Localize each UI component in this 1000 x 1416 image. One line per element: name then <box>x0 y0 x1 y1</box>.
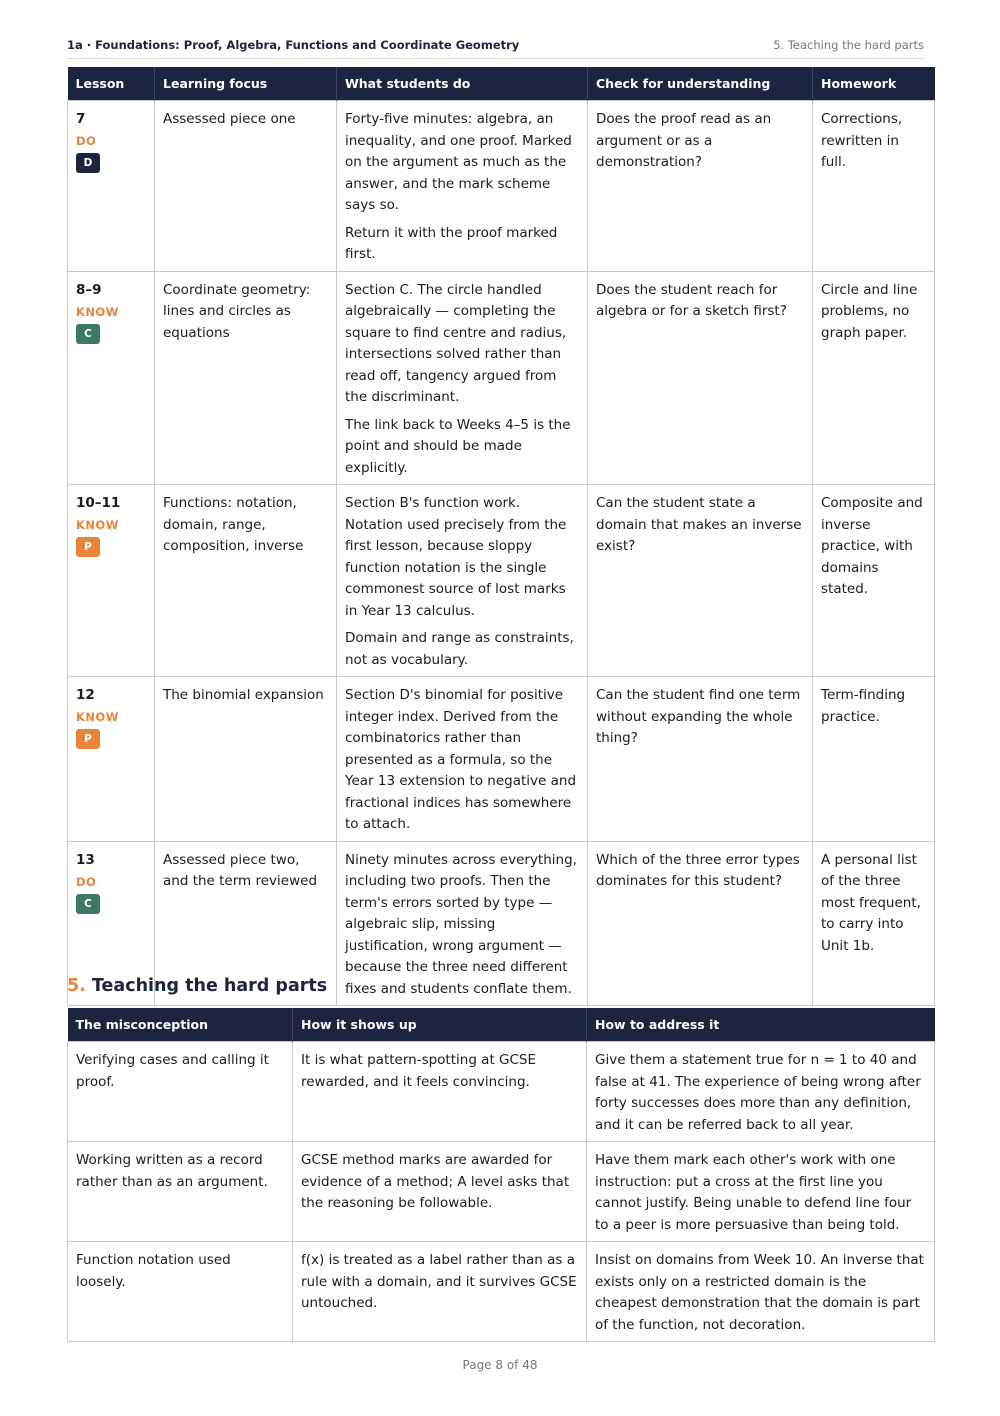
students-do-paragraph: The link back to Weeks 4–5 is the point and should be made explicitly. <box>345 416 571 476</box>
section-badge: P <box>76 729 100 749</box>
address-cell: Insist on domains from Week 10. An inverse that exists only on a restricted domain is the cheapest demonstration that the domain is part of the function, not decoration. <box>587 1242 935 1342</box>
header-misconception: The misconception <box>68 1008 293 1042</box>
header-how-to-address-it: How to address it <box>587 1008 935 1042</box>
section-heading <box>67 974 327 998</box>
lesson-type-label: KNOW <box>76 518 119 532</box>
misconception-cell: Working written as a record rather than as an argument. <box>68 1142 293 1242</box>
header-homework: Homework <box>813 67 935 101</box>
table-row <box>68 1142 935 1242</box>
homework-cell: Composite and inverse practice, with domains stated. <box>813 485 935 677</box>
check-cell: Which of the three error types dominates for this student? <box>588 841 813 1006</box>
misconception-cell: Function notation used loosely. <box>68 1242 293 1342</box>
students-do-paragraph: Section B's function work. Notation used precisely from the first lesson, because sloppy function notation is the single commonest source of lost marks in Year 13 calculus. <box>345 495 567 619</box>
learning-focus-cell: Coordinate geometry: lines and circles as equations <box>155 271 337 485</box>
homework-cell: Term-finding practice. <box>813 677 935 842</box>
section-badge: D <box>76 153 100 173</box>
students-do-cell <box>337 271 588 485</box>
students-do-paragraph: Section C. The circle handled algebraically — completing the square to find centre and radius, intersections solved rather than read off, tangency argued from the discriminant. <box>345 281 567 405</box>
table-row <box>68 485 935 677</box>
students-do-paragraph: Domain and range as constraints, not as vocabulary. <box>345 630 574 668</box>
running-head <box>67 36 924 59</box>
lesson-number: 10–11 <box>76 495 121 511</box>
check-cell: Can the student state a domain that makes an inverse exist? <box>588 485 813 677</box>
learning-focus-cell: Functions: notation, domain, range, composition, inverse <box>155 485 337 677</box>
misconception-cell: Verifying cases and calling it proof. <box>68 1042 293 1142</box>
lesson-cell <box>68 101 155 272</box>
header-what-students-do: What students do <box>337 67 588 101</box>
check-cell: Can the student find one term without expanding the whole thing? <box>588 677 813 842</box>
header-check-for-understanding: Check for understanding <box>588 67 813 101</box>
students-do-cell <box>337 485 588 677</box>
homework-cell: Corrections, rewritten in full. <box>813 101 935 272</box>
table-row <box>68 1042 935 1142</box>
table-row <box>68 1242 935 1342</box>
misconceptions-table <box>67 1008 935 1342</box>
students-do-paragraph: Forty-five minutes: algebra, an inequality, and one proof. Marked on the argument as much as the answer, and the mark scheme says so. <box>345 111 572 213</box>
section-title: Teaching the hard parts <box>91 976 328 996</box>
running-head-section: 5. Teaching the hard parts <box>773 38 924 52</box>
check-cell: Does the proof read as an argument or as a demonstration? <box>588 101 813 272</box>
students-do-paragraph: Section D's binomial for positive integer index. Derived from the combinatorics rather than presented as a formula, so the Year 13 extension to negative and fractional indices has somewhere to attach. <box>345 687 577 832</box>
lesson-plan-table <box>67 67 935 1006</box>
lesson-table-header-row <box>68 67 935 101</box>
learning-focus-cell: The binomial expansion <box>155 677 337 842</box>
homework-cell: Circle and line problems, no graph paper. <box>813 271 935 485</box>
header-how-it-shows-up: How it shows up <box>293 1008 587 1042</box>
shows-up-cell: It is what pattern-spotting at GCSE rewarded, and it feels convincing. <box>293 1042 587 1142</box>
students-do-cell <box>337 841 588 1006</box>
section-badge: C <box>76 894 100 914</box>
check-cell: Does the student reach for algebra or for a sketch first? <box>588 271 813 485</box>
misconception-table-header-row <box>68 1008 935 1042</box>
lesson-type-label: DO <box>76 874 97 889</box>
lesson-type-label: KNOW <box>76 304 119 319</box>
lesson-number: 13 <box>76 851 95 868</box>
lesson-number: 8–9 <box>76 281 102 298</box>
running-head-unit-title: 1a · Foundations: Proof, Algebra, Functions and Coordinate Geometry <box>67 38 520 52</box>
students-do-cell <box>337 677 588 842</box>
section-badge: C <box>76 324 100 344</box>
table-row <box>68 271 935 485</box>
lesson-number: 12 <box>76 687 95 703</box>
table-row <box>68 101 935 272</box>
table-row <box>68 677 935 842</box>
lesson-cell <box>68 485 155 677</box>
lesson-type-label: KNOW <box>76 710 119 724</box>
students-do-paragraph: Return it with the proof marked first. <box>345 224 558 262</box>
learning-focus-cell: Assessed piece one <box>155 101 337 272</box>
students-do-paragraph: Ninety minutes across everything, including two proofs. Then the term's errors sorted by type — algebraic slip, missing justification, wrong argument — because the three need different fixes and students conflate them. <box>345 851 577 997</box>
header-learning-focus: Learning focus <box>155 67 337 101</box>
lesson-number: 7 <box>76 111 86 127</box>
address-cell: Have them mark each other's work with one instruction: put a cross at the first line you cannot justify. Being unable to defend line four to a peer is more persuasive than being told. <box>587 1142 935 1242</box>
address-cell: Give them a statement true for n = 1 to 40 and false at 41. The experience of being wrong after forty successes does more than any definition, and it can be referred back to all year. <box>587 1042 935 1142</box>
learning-focus-cell: Assessed piece two, and the term reviewed <box>155 841 337 1006</box>
lesson-cell <box>68 271 155 485</box>
students-do-cell <box>337 101 588 272</box>
section-number: 5. <box>67 976 86 996</box>
shows-up-cell: GCSE method marks are awarded for evidence of a method; A level asks that the reasoning be followable. <box>293 1142 587 1242</box>
lesson-cell <box>68 677 155 842</box>
section-badge: P <box>76 537 100 557</box>
page-number: Page 8 of 48 <box>462 1358 538 1372</box>
shows-up-cell: f(x) is treated as a label rather than as a rule with a domain, and it survives GCSE untouched. <box>293 1242 587 1342</box>
header-lesson: Lesson <box>68 67 155 101</box>
homework-cell: A personal list of the three most frequent, to carry into Unit 1b. <box>813 841 935 1006</box>
lesson-type-label: DO <box>76 134 97 148</box>
